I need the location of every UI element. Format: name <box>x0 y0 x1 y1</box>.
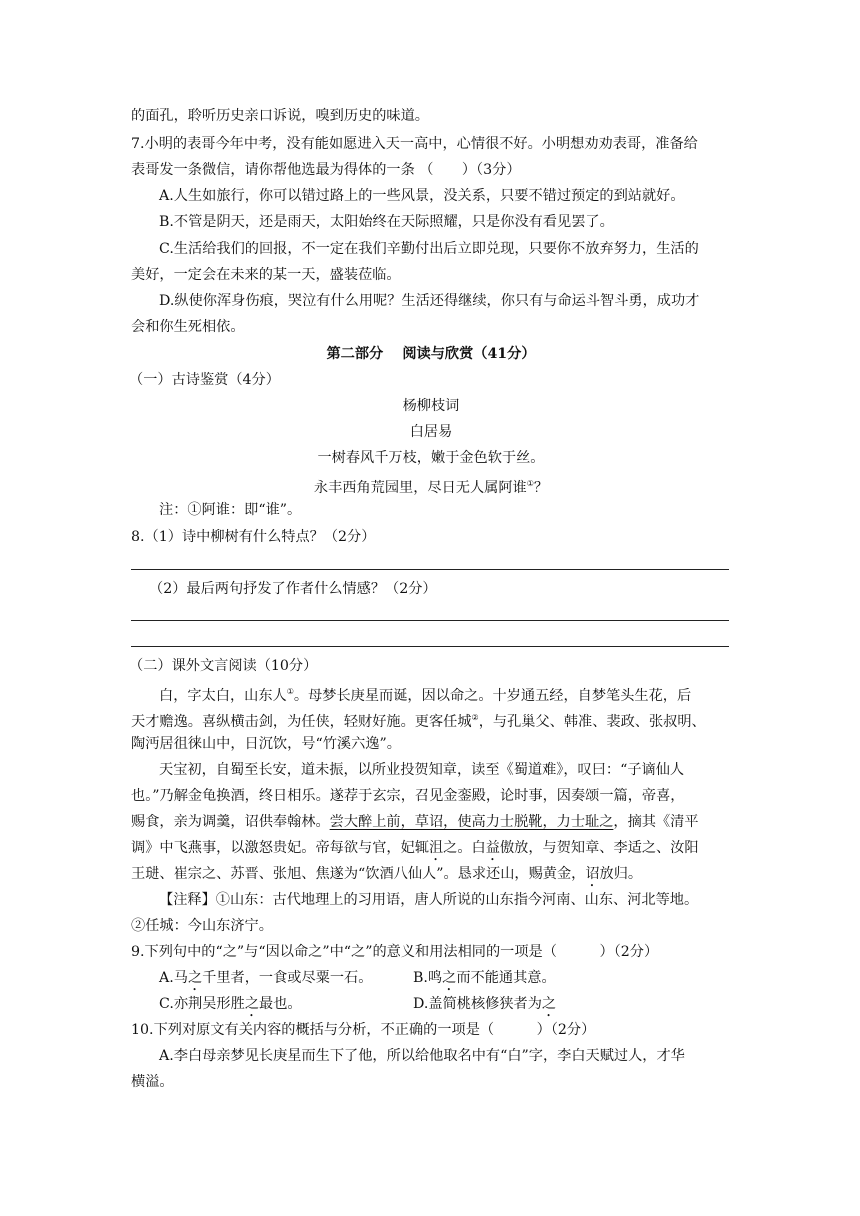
answer-line <box>131 620 729 621</box>
prose-p2-line4: 调》中飞燕事，以激怒贵妃。帝每欲与官，妃辄沮之。白益傲放，与贺知章、李适之、汝阳 <box>131 840 699 856</box>
q7-option-d-line1: D.纵使你浑身伤痕，哭泣有什么用呢？生活还得继续，你只有与命运斗智斗勇，成功才 <box>159 293 700 309</box>
q7-option-a: A.人生如旅行，你可以错过路上的一些风景，没关系，只要不错过预定的到站就好。 <box>159 188 685 204</box>
answer-line <box>131 569 729 570</box>
q10-stem: 10.下列对原文有关内容的概括与分析，不正确的一项是（ ）（2分） <box>131 1022 596 1038</box>
q7-stem-line1: 7.小明的表哥今年中考，没有能如愿进入天一高中，心情很不好。小明想劝劝表哥，准备给 <box>131 136 698 152</box>
q9-option-a: A.马之千里者，一食或尽粟一石。 <box>159 970 373 986</box>
prose-p1-line3: 陶沔居徂徕山中，日沉饮，号“竹溪六逸”。 <box>131 736 401 752</box>
q7-option-c-line2: 美好，一定会在未来的某一天，盛装莅临。 <box>131 267 401 283</box>
q8-part2: （2）最后两句抒发了作者什么情感？（2分） <box>149 581 437 597</box>
q9-option-c: C.亦荆吴形胜之最也。 <box>159 996 302 1012</box>
part2-title: 第二部分 阅读与欣赏（41分） <box>326 346 536 362</box>
q9-option-d: D.盖简桃核修狭者为之 <box>413 996 557 1012</box>
poem-line-2: 永丰西角荒园里，尽日无人属阿谁①？ <box>313 479 549 496</box>
q7-option-d-line2: 会和你生死相依。 <box>131 319 245 335</box>
q7-option-c-line1: C.生活给我们的回报，不一定在我们辛勤付出后立即兑现，只要你不放弃努力，生活的 <box>159 241 699 257</box>
q10-option-a-line1: A.李白母亲梦见长庚星而生下了他，所以给他取名中有“白”字，李白天赋过人，才华 <box>159 1048 685 1064</box>
prose-p1-line2: 天才赡逸。喜纵横击剑，为任侠，轻财好施。更客任城②，与孔巢父、韩准、裴政、张叔明、 <box>131 713 706 730</box>
q7-stem-line2: 表哥发一条微信，请你帮他选最为得体的一条 （ ）（3分） <box>131 162 521 178</box>
poem-author: 白居易 <box>409 424 453 440</box>
q9-option-b: B.鸣之而不能通其意。 <box>413 970 556 986</box>
underlined-sentence: 尝大醉上前，草诏，使高力士脱靴，力士耻之 <box>329 814 614 830</box>
dotted-word: 沮 <box>428 840 444 856</box>
poem-line-1: 一树春风千万枝，嫩于金色软于丝。 <box>317 450 545 466</box>
prose-p2-line3: 赐食，亲为调羹，诏供奉翰林。尝大醉上前，草诏，使高力士脱靴，力士耻之，摘其《清平 <box>131 814 699 830</box>
answer-line <box>131 646 729 647</box>
prose-p2-line5: 王琎、崔宗之、苏晋、张旭、焦遂为“饮酒八仙人”。恳求还山，赐黄金，诏放归。 <box>131 866 643 882</box>
prose-p2-line2: 也。”乃解金龟换酒，终日相乐。遂荐于玄宗，召见金銮殿，论时事，因奏颂一篇，帝喜， <box>131 788 685 804</box>
q10-option-a-line2: 横溢。 <box>131 1074 174 1090</box>
dotted-word: 诏 <box>585 866 600 882</box>
q9-stem: 9.下列句中的“之”与“因以命之”中“之”的意义和用法相同的一项是（ ）（2分） <box>131 944 659 960</box>
annotation-line1: 【注释】①山东：古代地理上的习用语，唐人所说的山东指今河南、山东、河北等地。 <box>159 892 699 908</box>
q6-tail-text: 的面孔，聆听历史亲口诉说，嗅到历史的味道。 <box>131 108 429 124</box>
dotted-word: 益 <box>485 840 500 856</box>
poem-section-heading: （一）古诗鉴赏（4分） <box>129 372 280 388</box>
poem-title: 杨柳枝词 <box>402 398 460 414</box>
prose-p2-line1: 天宝初，自蜀至长安，道未振，以所业投贺知章，读至《蜀道难》，叹曰：“子谪仙人 <box>159 762 685 778</box>
prose-section-heading: （二）课外文言阅读（10分） <box>129 658 318 674</box>
prose-p1-line1: 白，字太白，山东人①。母梦长庚星而诞，因以命之。十岁通五经，自梦笔头生花，后 <box>159 687 692 704</box>
q8-part1: 8.（1）诗中柳树有什么特点？（2分） <box>131 529 376 545</box>
poem-note: 注：①阿谁：即“谁”。 <box>159 502 302 518</box>
q7-option-b: B.不管是阴天，还是雨天，太阳始终在天际照耀，只是你没有看见罢了。 <box>159 214 614 230</box>
annotation-line2: ②任城：今山东济宁。 <box>131 918 273 934</box>
